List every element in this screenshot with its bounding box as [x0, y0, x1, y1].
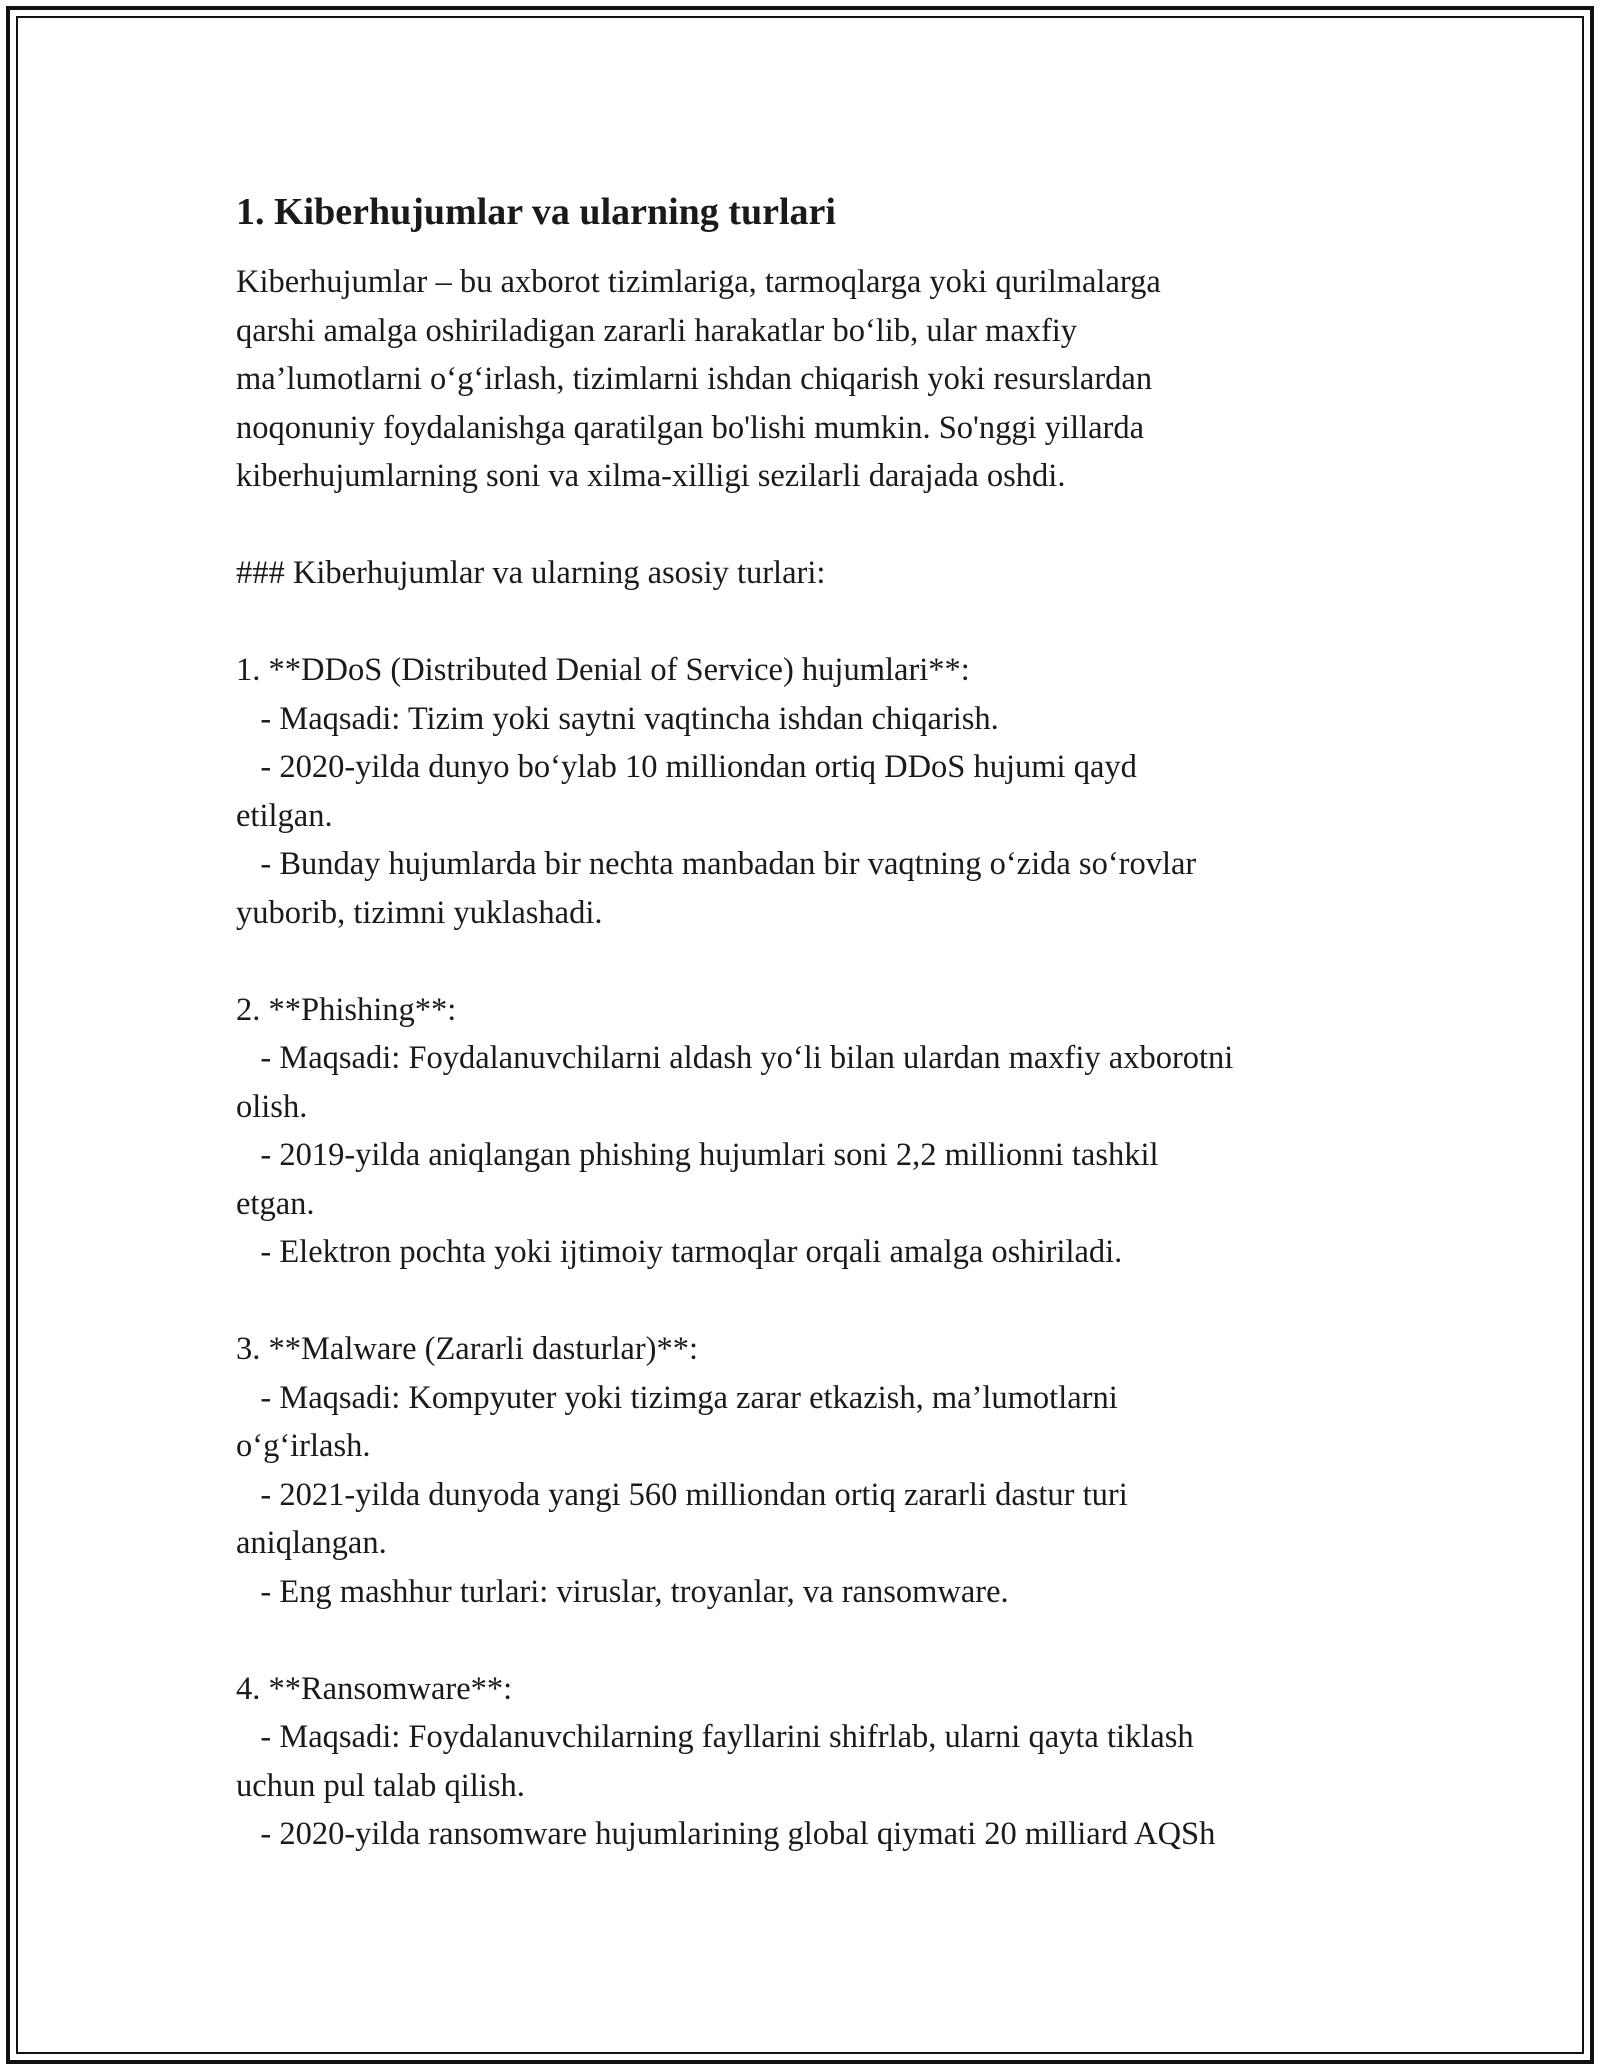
- text-line: ma’lumotlarni o‘g‘irlash, tizimlarni ishdan chiqarish yoki resurslardan: [236, 361, 1153, 397]
- page-title: 1. Kiberhujumlar va ularning turlari: [236, 191, 836, 233]
- text-line: - Maqsadi: Foydalanuvchilarni aldash yo‘li bilan ulardan maxfiy axborotni: [236, 1040, 1234, 1076]
- text-line: - Bunday hujumlarda bir nechta manbadan bir vaqtning o‘zida so‘rovlar: [236, 846, 1197, 882]
- text-line: - Maqsadi: Foydalanuvchilarning fayllarini shifrlab, ularni qayta tiklash: [236, 1719, 1194, 1755]
- text-line: - 2019-yilda aniqlangan phishing hujumlari soni 2,2 millionni tashkil: [236, 1137, 1159, 1173]
- text-line: Kiberhujumlar – bu axborot tizimlariga, tarmoqlarga yoki qurilmalarga: [236, 264, 1161, 300]
- blank-line: [236, 598, 1376, 647]
- text-line: - Eng mashhur turlari: viruslar, troyanlar, va ransomware.: [236, 1573, 1009, 1610]
- blank-line: [236, 1616, 1376, 1665]
- text-line: - Maqsadi: Kompyuter yoki tizimga zarar etkazish, ma’lumotlarni: [236, 1379, 1118, 1416]
- blank-line: [236, 501, 1376, 550]
- text-line: - 2021-yilda dunyoda yangi 560 milliondan ortiq zararli dastur turi: [236, 1476, 1128, 1513]
- text-line: 3. **Malware (Zararli dasturlar)**:: [236, 1331, 699, 1367]
- text-block: [236, 258, 1376, 1859]
- text-line: kiberhujumlarning soni va xilma-xilligi sezilarli darajada oshdi.: [236, 458, 1066, 494]
- blank-line: [236, 1277, 1376, 1326]
- text-line: 2. **Phishing**:: [236, 991, 457, 1028]
- text-line: 4. **Ransomware**:: [236, 1670, 513, 1707]
- text-line: noqonuniy foydalanishga qaratilgan bo'lishi mumkin. So'nggi yillarda: [236, 409, 1145, 446]
- text-line: 1. **DDoS (Distributed Denial of Service) hujumlari**:: [236, 652, 970, 688]
- text-line: qarshi amalga oshiriladigan zararli harakatlar bo‘lib, ular maxfiy: [236, 312, 1078, 349]
- text-line: - 2020-yilda dunyo bo‘ylab 10 milliondan ortiq DDoS hujumi qayd: [236, 749, 1137, 785]
- text-line: o‘g‘irlash.: [236, 1428, 371, 1464]
- text-line: aniqlangan.: [236, 1525, 387, 1561]
- text-line: etilgan.: [236, 797, 333, 834]
- text-line: - Elektron pochta yoki ijtimoiy tarmoqlar orqali amalga oshiriladi.: [236, 1234, 1123, 1270]
- text-line: yuborib, tizimni yuklashadi.: [236, 894, 603, 931]
- text-line: etgan.: [236, 1185, 315, 1222]
- text-line: - Maqsadi: Tizim yoki saytni vaqtincha ishdan chiqarish.: [236, 700, 999, 737]
- document-body: [236, 188, 1376, 1859]
- blank-line: [236, 937, 1376, 986]
- text-line: uchun pul talab qilish.: [236, 1767, 525, 1804]
- text-line: - 2020-yilda ransomware hujumlarining global qiymati 20 milliard AQSh: [236, 1816, 1216, 1852]
- text-line: ### Kiberhujumlar va ularning asosiy turlari:: [236, 555, 826, 591]
- text-line: olish.: [236, 1088, 308, 1125]
